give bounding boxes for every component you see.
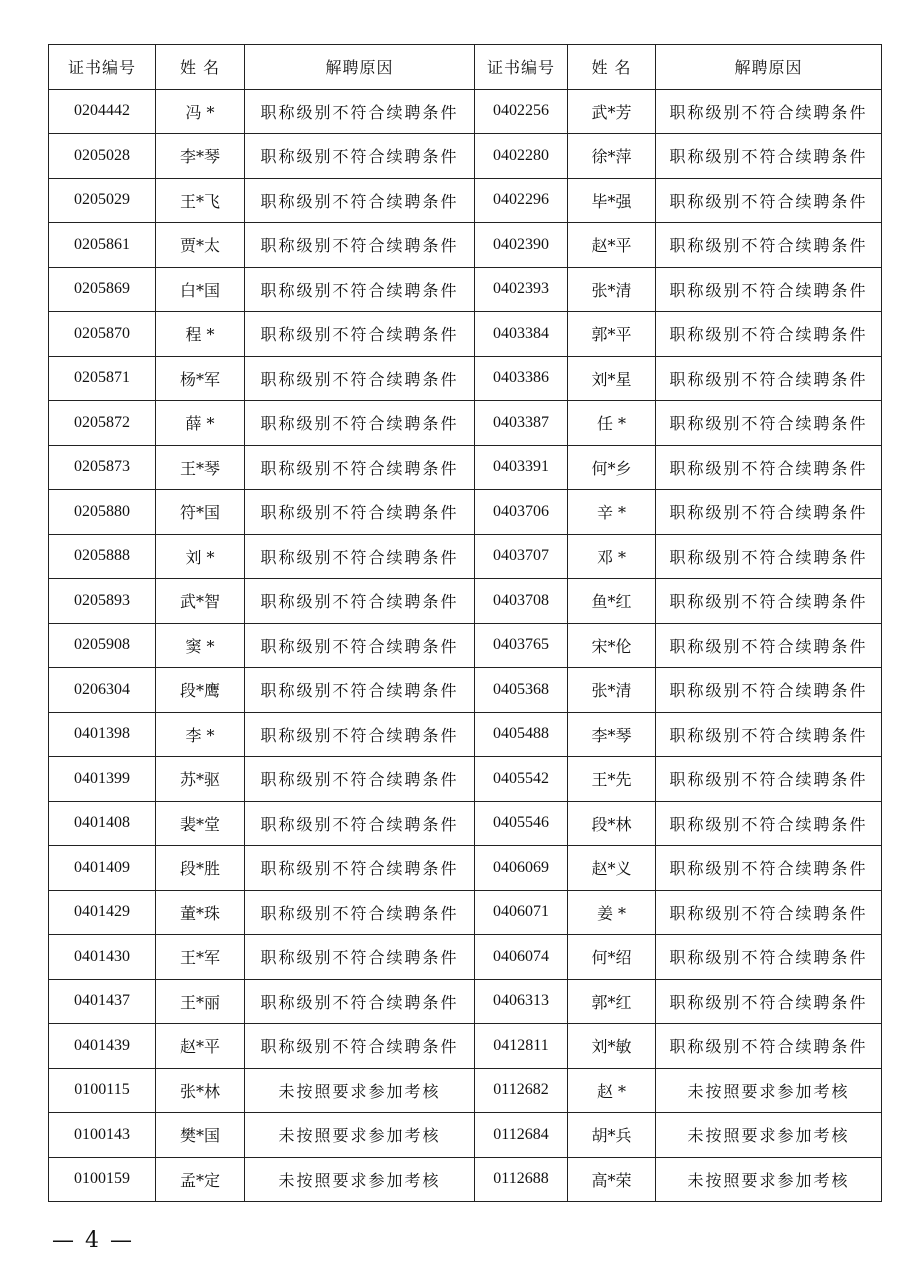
cert-number-cell: 0205908	[49, 623, 156, 668]
table-row	[49, 935, 882, 980]
table-row	[49, 534, 882, 579]
table-row	[49, 757, 882, 802]
cert-number-cell: 0205861	[49, 223, 156, 268]
cert-number-cell: 0402393	[475, 267, 568, 312]
cert-number-cell: 0403707	[475, 534, 568, 579]
name-cell: 鱼*红	[568, 579, 656, 624]
name-cell: 宋*伦	[568, 623, 656, 668]
cert-number-cell: 0401437	[49, 979, 156, 1024]
name-cell: 贾*太	[156, 223, 245, 268]
reason-cell: 职称级别不符合续聘条件	[245, 223, 475, 268]
reason-cell: 职称级别不符合续聘条件	[656, 757, 882, 802]
reason-cell: 职称级别不符合续聘条件	[245, 712, 475, 757]
table-row	[49, 356, 882, 401]
cert-number-cell: 0112682	[475, 1068, 568, 1113]
name-cell: 苏*驱	[156, 757, 245, 802]
cert-number-cell: 0406071	[475, 890, 568, 935]
cert-number-cell: 0405488	[475, 712, 568, 757]
reason-cell: 未按照要求参加考核	[245, 1113, 475, 1158]
name-cell: 武*智	[156, 579, 245, 624]
reason-cell: 未按照要求参加考核	[245, 1068, 475, 1113]
reason-cell: 职称级别不符合续聘条件	[245, 134, 475, 179]
cert-number-cell: 0412811	[475, 1024, 568, 1069]
reason-cell: 未按照要求参加考核	[245, 1157, 475, 1202]
table-row	[49, 490, 882, 535]
name-cell: 刘*敏	[568, 1024, 656, 1069]
name-cell: 孟*定	[156, 1157, 245, 1202]
cert-number-cell: 0401399	[49, 757, 156, 802]
name-cell: 赵 *	[568, 1068, 656, 1113]
reason-cell: 职称级别不符合续聘条件	[656, 490, 882, 535]
name-cell: 郭*红	[568, 979, 656, 1024]
cert-number-cell: 0402296	[475, 178, 568, 223]
cert-number-cell: 0112688	[475, 1157, 568, 1202]
reason-cell: 职称级别不符合续聘条件	[656, 312, 882, 357]
reason-cell: 职称级别不符合续聘条件	[656, 668, 882, 713]
name-cell: 李*琴	[156, 134, 245, 179]
cert-number-cell: 0205870	[49, 312, 156, 357]
reason-cell: 职称级别不符合续聘条件	[656, 890, 882, 935]
table-row	[49, 890, 882, 935]
reason-cell: 职称级别不符合续聘条件	[656, 846, 882, 891]
reason-cell: 职称级别不符合续聘条件	[245, 401, 475, 446]
table-row	[49, 712, 882, 757]
table-row	[49, 579, 882, 624]
reason-cell: 职称级别不符合续聘条件	[656, 178, 882, 223]
name-cell: 郭*平	[568, 312, 656, 357]
name-cell: 段*鹰	[156, 668, 245, 713]
reason-cell: 未按照要求参加考核	[656, 1068, 882, 1113]
dismissal-table	[48, 44, 882, 1202]
name-cell: 段*林	[568, 801, 656, 846]
cert-number-cell: 0405368	[475, 668, 568, 713]
table-row	[49, 178, 882, 223]
reason-cell: 职称级别不符合续聘条件	[245, 890, 475, 935]
name-cell: 张*清	[568, 267, 656, 312]
name-cell: 邓 *	[568, 534, 656, 579]
cert-number-cell: 0100159	[49, 1157, 156, 1202]
table-row	[49, 668, 882, 713]
reason-cell: 职称级别不符合续聘条件	[245, 178, 475, 223]
name-cell: 李*琴	[568, 712, 656, 757]
cert-number-cell: 0205028	[49, 134, 156, 179]
name-cell: 王*丽	[156, 979, 245, 1024]
reason-cell: 职称级别不符合续聘条件	[656, 89, 882, 134]
name-cell: 程 *	[156, 312, 245, 357]
name-cell: 裴*堂	[156, 801, 245, 846]
cert-number-cell: 0401398	[49, 712, 156, 757]
name-cell: 符*国	[156, 490, 245, 535]
reason-cell: 职称级别不符合续聘条件	[656, 401, 882, 446]
header-reason: 解聘原因	[245, 45, 475, 90]
name-cell: 刘*星	[568, 356, 656, 401]
cert-number-cell: 0403708	[475, 579, 568, 624]
reason-cell: 职称级别不符合续聘条件	[245, 1024, 475, 1069]
reason-cell: 职称级别不符合续聘条件	[656, 134, 882, 179]
cert-number-cell: 0402280	[475, 134, 568, 179]
cert-number-cell: 0205893	[49, 579, 156, 624]
name-cell: 赵*义	[568, 846, 656, 891]
reason-cell: 职称级别不符合续聘条件	[245, 757, 475, 802]
name-cell: 赵*平	[568, 223, 656, 268]
name-cell: 何*绍	[568, 935, 656, 980]
reason-cell: 职称级别不符合续聘条件	[245, 490, 475, 535]
name-cell: 白*国	[156, 267, 245, 312]
cert-number-cell: 0205880	[49, 490, 156, 535]
table-row	[49, 223, 882, 268]
table-row	[49, 623, 882, 668]
header-cert-number-right: 证书编号	[475, 45, 568, 90]
reason-cell: 职称级别不符合续聘条件	[656, 801, 882, 846]
cert-number-cell: 0403765	[475, 623, 568, 668]
cert-number-cell: 0405542	[475, 757, 568, 802]
table-body	[49, 89, 882, 1202]
reason-cell: 未按照要求参加考核	[656, 1157, 882, 1202]
name-cell: 武*芳	[568, 89, 656, 134]
cert-number-cell: 0205873	[49, 445, 156, 490]
name-cell: 辛 *	[568, 490, 656, 535]
reason-cell: 职称级别不符合续聘条件	[656, 534, 882, 579]
cert-number-cell: 0112684	[475, 1113, 568, 1158]
name-cell: 杨*军	[156, 356, 245, 401]
name-cell: 毕*强	[568, 178, 656, 223]
cert-number-cell: 0406069	[475, 846, 568, 891]
cert-number-cell: 0401408	[49, 801, 156, 846]
table-row	[49, 401, 882, 446]
name-cell: 何*乡	[568, 445, 656, 490]
cert-number-cell: 0401409	[49, 846, 156, 891]
name-cell: 刘 *	[156, 534, 245, 579]
header-cert-number: 证书编号	[49, 45, 156, 90]
page-number: — 4 —	[52, 1228, 134, 1253]
table-row	[49, 1024, 882, 1069]
table-row	[49, 445, 882, 490]
name-cell: 徐*萍	[568, 134, 656, 179]
cert-number-cell: 0403386	[475, 356, 568, 401]
cert-number-cell: 0100115	[49, 1068, 156, 1113]
table-row	[49, 1157, 882, 1202]
name-cell: 任 *	[568, 401, 656, 446]
cert-number-cell: 0100143	[49, 1113, 156, 1158]
cert-number-cell: 0405546	[475, 801, 568, 846]
name-cell: 王*琴	[156, 445, 245, 490]
cert-number-cell: 0401439	[49, 1024, 156, 1069]
reason-cell: 职称级别不符合续聘条件	[656, 267, 882, 312]
cert-number-cell: 0402256	[475, 89, 568, 134]
cert-number-cell: 0205869	[49, 267, 156, 312]
reason-cell: 职称级别不符合续聘条件	[656, 223, 882, 268]
name-cell: 王*军	[156, 935, 245, 980]
table-header-row	[49, 45, 882, 90]
reason-cell: 职称级别不符合续聘条件	[245, 935, 475, 980]
name-cell: 段*胜	[156, 846, 245, 891]
reason-cell: 职称级别不符合续聘条件	[656, 356, 882, 401]
name-cell: 窦 *	[156, 623, 245, 668]
header-name: 姓 名	[156, 45, 245, 90]
cert-number-cell: 0205029	[49, 178, 156, 223]
name-cell: 樊*国	[156, 1113, 245, 1158]
table-row	[49, 134, 882, 179]
cert-number-cell: 0205888	[49, 534, 156, 579]
cert-number-cell: 0206304	[49, 668, 156, 713]
cert-number-cell: 0204442	[49, 89, 156, 134]
reason-cell: 职称级别不符合续聘条件	[245, 89, 475, 134]
reason-cell: 职称级别不符合续聘条件	[245, 623, 475, 668]
cert-number-cell: 0403384	[475, 312, 568, 357]
reason-cell: 职称级别不符合续聘条件	[656, 579, 882, 624]
name-cell: 薛 *	[156, 401, 245, 446]
name-cell: 冯 *	[156, 89, 245, 134]
reason-cell: 职称级别不符合续聘条件	[656, 935, 882, 980]
table-row	[49, 1068, 882, 1113]
reason-cell: 职称级别不符合续聘条件	[656, 445, 882, 490]
name-cell: 姜 *	[568, 890, 656, 935]
table-row	[49, 979, 882, 1024]
name-cell: 赵*平	[156, 1024, 245, 1069]
reason-cell: 职称级别不符合续聘条件	[656, 623, 882, 668]
cert-number-cell: 0406313	[475, 979, 568, 1024]
header-name-right: 姓 名	[568, 45, 656, 90]
cert-number-cell: 0401429	[49, 890, 156, 935]
reason-cell: 职称级别不符合续聘条件	[245, 312, 475, 357]
cert-number-cell: 0403706	[475, 490, 568, 535]
name-cell: 王*先	[568, 757, 656, 802]
table-row	[49, 846, 882, 891]
table-row	[49, 312, 882, 357]
reason-cell: 职称级别不符合续聘条件	[245, 267, 475, 312]
reason-cell: 职称级别不符合续聘条件	[245, 534, 475, 579]
name-cell: 高*荣	[568, 1157, 656, 1202]
reason-cell: 职称级别不符合续聘条件	[245, 979, 475, 1024]
cert-number-cell: 0403387	[475, 401, 568, 446]
table-row	[49, 89, 882, 134]
table-row	[49, 1113, 882, 1158]
reason-cell: 职称级别不符合续聘条件	[656, 979, 882, 1024]
name-cell: 胡*兵	[568, 1113, 656, 1158]
header-reason-right: 解聘原因	[656, 45, 882, 90]
reason-cell: 职称级别不符合续聘条件	[656, 712, 882, 757]
table-row	[49, 267, 882, 312]
reason-cell: 职称级别不符合续聘条件	[245, 579, 475, 624]
table-row	[49, 801, 882, 846]
cert-number-cell: 0406074	[475, 935, 568, 980]
reason-cell: 职称级别不符合续聘条件	[245, 801, 475, 846]
name-cell: 董*珠	[156, 890, 245, 935]
cert-number-cell: 0403391	[475, 445, 568, 490]
name-cell: 李 *	[156, 712, 245, 757]
reason-cell: 职称级别不符合续聘条件	[245, 445, 475, 490]
cert-number-cell: 0205872	[49, 401, 156, 446]
reason-cell: 职称级别不符合续聘条件	[245, 668, 475, 713]
cert-number-cell: 0205871	[49, 356, 156, 401]
cert-number-cell: 0401430	[49, 935, 156, 980]
reason-cell: 职称级别不符合续聘条件	[245, 846, 475, 891]
name-cell: 王*飞	[156, 178, 245, 223]
reason-cell: 职称级别不符合续聘条件	[245, 356, 475, 401]
cert-number-cell: 0402390	[475, 223, 568, 268]
reason-cell: 职称级别不符合续聘条件	[656, 1024, 882, 1069]
name-cell: 张*林	[156, 1068, 245, 1113]
name-cell: 张*清	[568, 668, 656, 713]
reason-cell: 未按照要求参加考核	[656, 1113, 882, 1158]
